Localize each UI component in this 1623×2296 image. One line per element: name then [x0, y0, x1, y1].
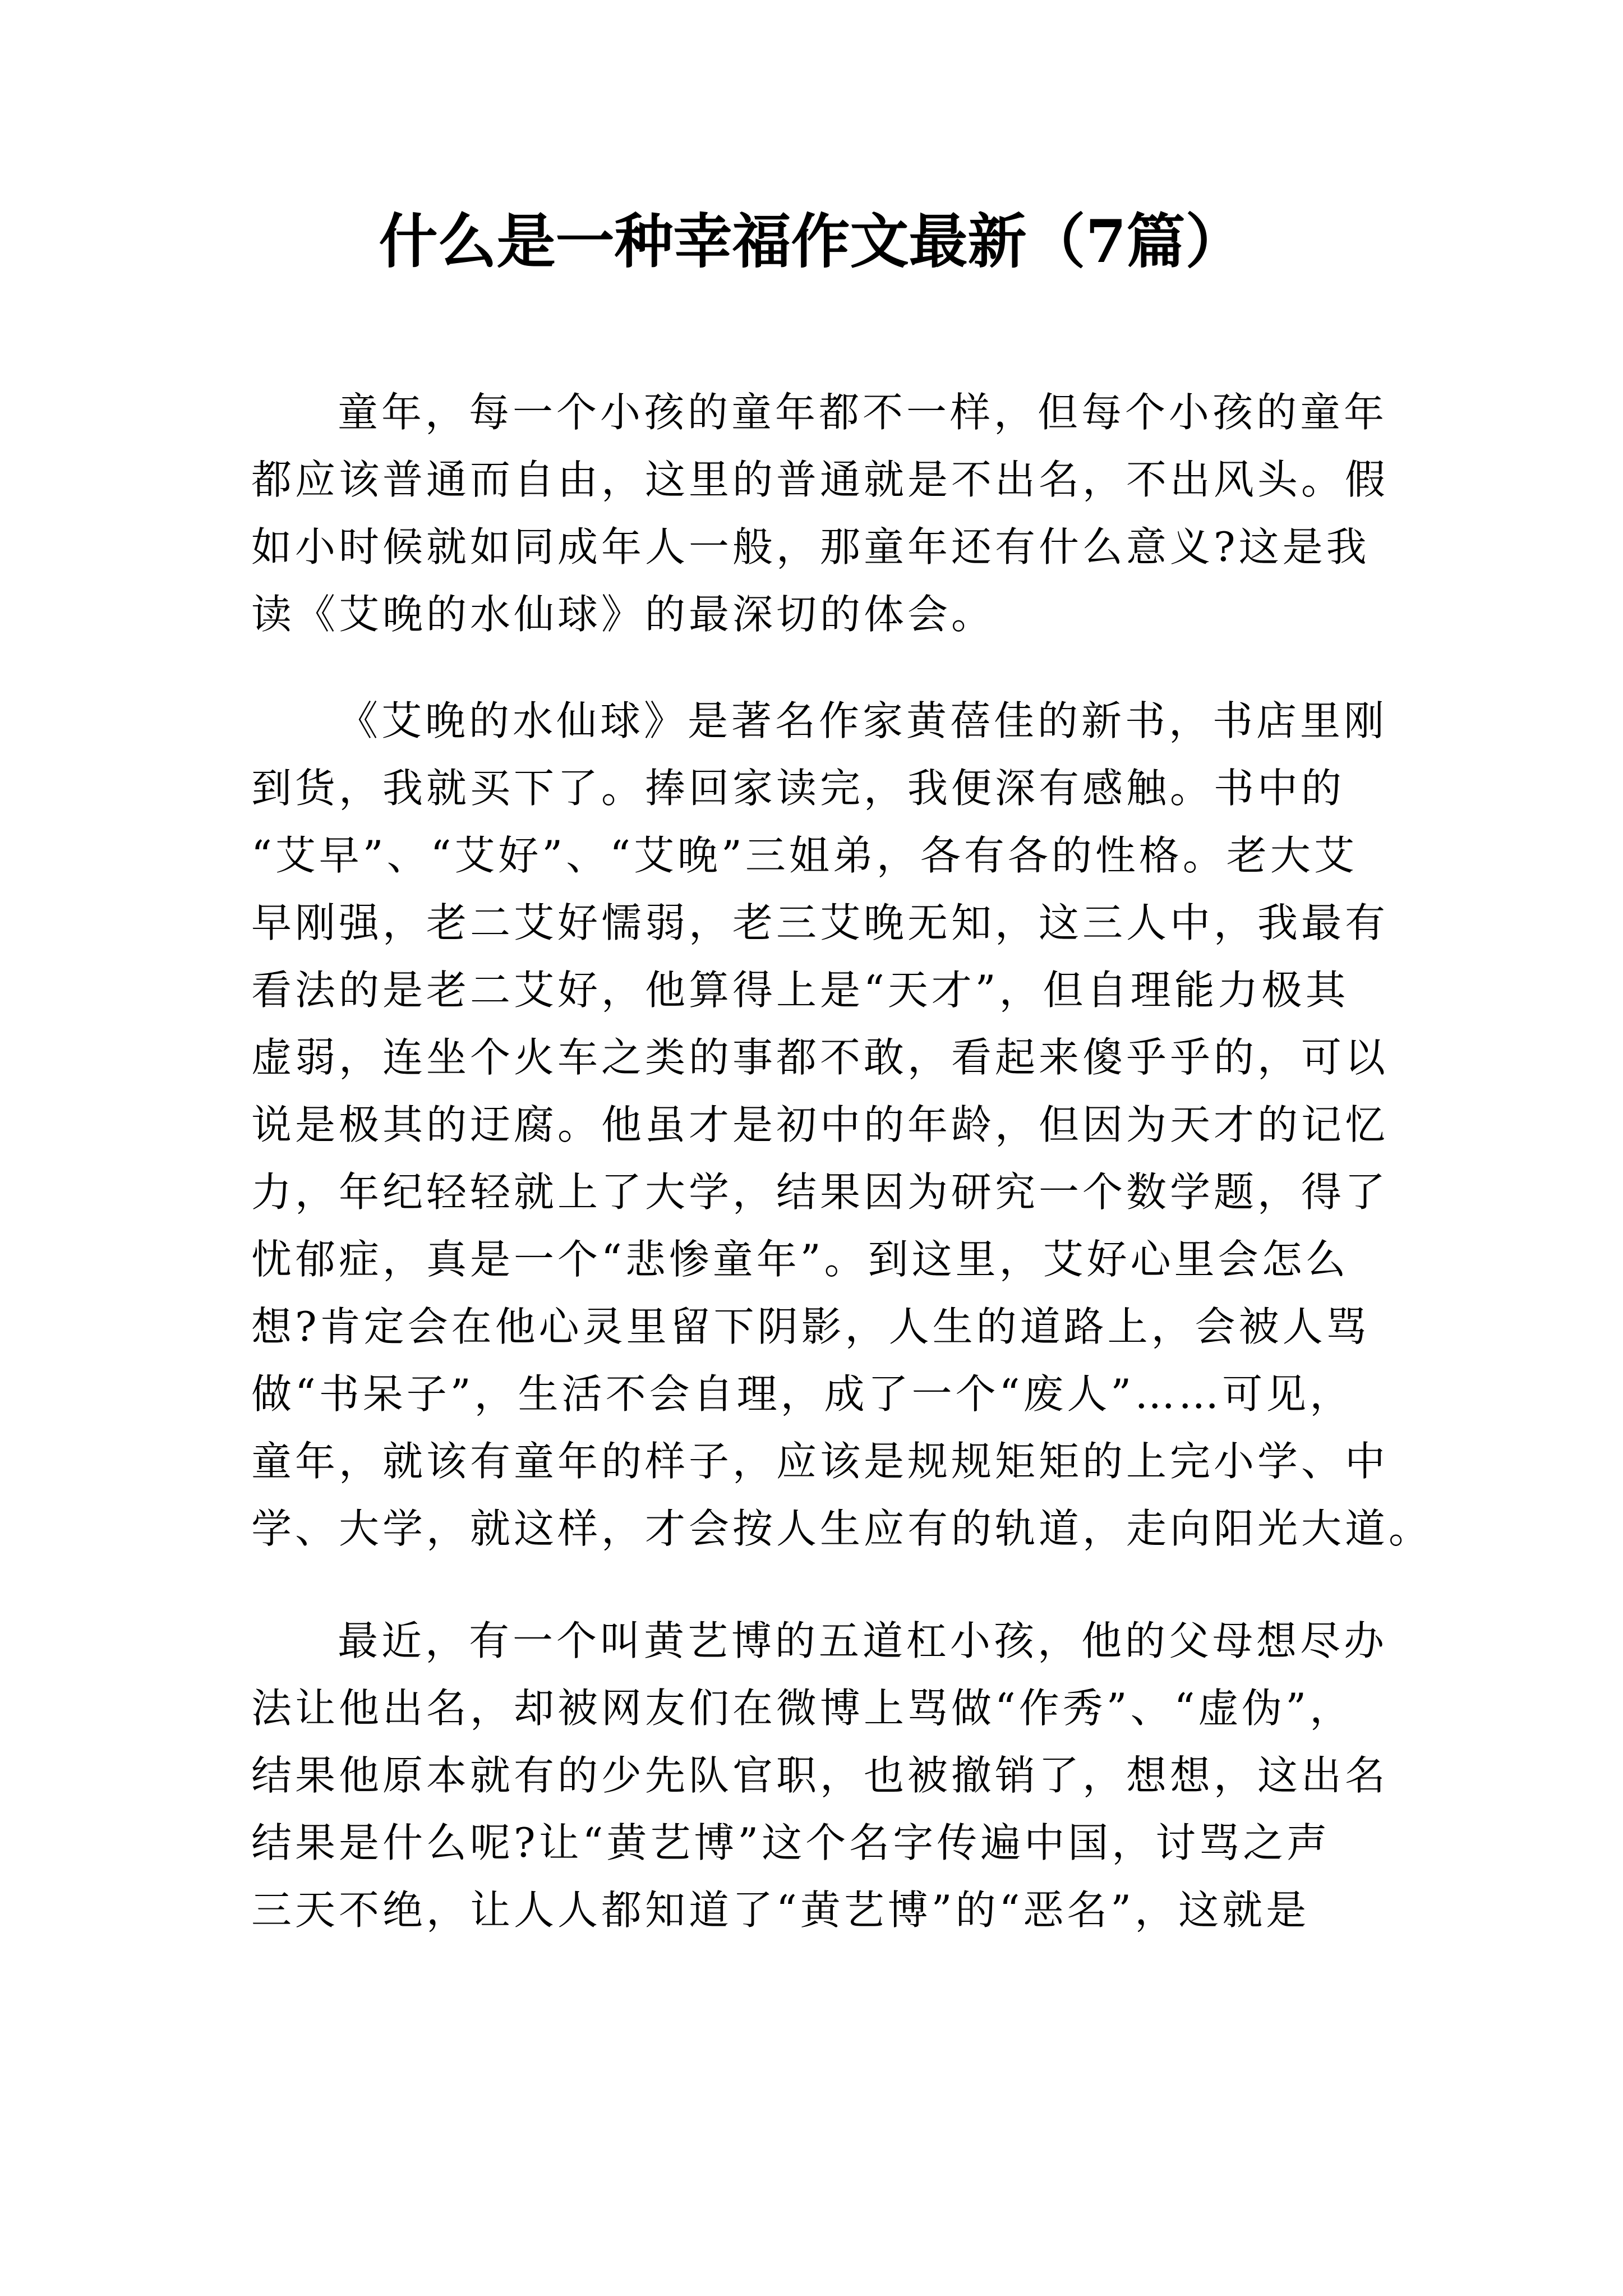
paragraph-1-line-3: 如小时候就如同成年人一般，那童年还有什么意义?这是我: [251, 523, 1370, 570]
paragraph-1-line-2: 都应该普通而自由，这里的普通就是不出名，不出风头。假: [251, 456, 1389, 503]
paragraph-2-line-1: 《艾晚的水仙球》是著名作家黄蓓佳的新书，书店里刚: [338, 697, 1388, 744]
paragraph-2-line-4: 早刚强，老二艾好懦弱，老三艾晚无知，这三人中，我最有: [251, 899, 1389, 946]
paragraph-2-line-9: 忧郁症，真是一个“悲惨童年”。到这里，艾好心里会怎么: [251, 1236, 1349, 1283]
paragraph-2-line-3: “艾早”、“艾好”、“艾晚”三姐弟，各有各的性格。老大艾: [251, 832, 1358, 879]
paragraph-2-line-11: 做“书呆子”，生活不会自理，成了一个“废人”……可见，: [251, 1370, 1354, 1418]
paragraph-3-line-2: 法让他出名，却被网友们在微博上骂做“作秀”、“虚伪”，: [251, 1685, 1354, 1732]
paragraph-3-line-5: 三天不绝，让人人都知道了“黄艺博”的“恶名”，这就是: [251, 1887, 1310, 1934]
paragraph-2-line-7: 说是极其的迂腐。他虽才是初中的年龄，但因为天才的记忆: [251, 1101, 1389, 1148]
paragraph-1-line-1: 童年，每一个小孩的童年都不一样，但每个小孩的童年: [338, 389, 1388, 436]
paragraph-2-line-5: 看法的是老二艾好，他算得上是“天才”，但自理能力极其: [251, 967, 1349, 1014]
paragraph-2-line-12: 童年，就该有童年的样子，应该是规规矩矩的上完小学、中: [251, 1438, 1389, 1485]
paragraph-2-line-10: 想?肯定会在他心灵里留下阴影，人生的道路上，会被人骂: [251, 1303, 1370, 1350]
paragraph-2-line-13: 学、大学，就这样，才会按人生应有的轨道，走向阳光大道。: [251, 1505, 1433, 1552]
paragraph-3-line-3: 结果他原本就有的少先队官职，也被撤销了，想想，这出名: [251, 1752, 1389, 1799]
paragraph-3-line-4: 结果是什么呢?让“黄艺博”这个名字传遍中国，讨骂之声: [251, 1819, 1331, 1866]
document-title: 什么是一种幸福作文最新（7篇）: [379, 206, 1244, 276]
paragraph-1-line-4: 读《艾晚的水仙球》的最深切的体会。: [251, 591, 995, 638]
paragraph-3-line-1: 最近，有一个叫黄艺博的五道杠小孩，他的父母想尽办: [338, 1617, 1388, 1664]
paragraph-2-line-2: 到货，我就买下了。捧回家读完，我便深有感触。书中的: [251, 765, 1345, 812]
paragraph-2-line-6: 虚弱，连坐个火车之类的事都不敢，看起来傻乎乎的，可以: [251, 1034, 1389, 1081]
paragraph-2-line-8: 力，年纪轻轻就上了大学，结果因为研究一个数学题，得了: [251, 1168, 1389, 1216]
